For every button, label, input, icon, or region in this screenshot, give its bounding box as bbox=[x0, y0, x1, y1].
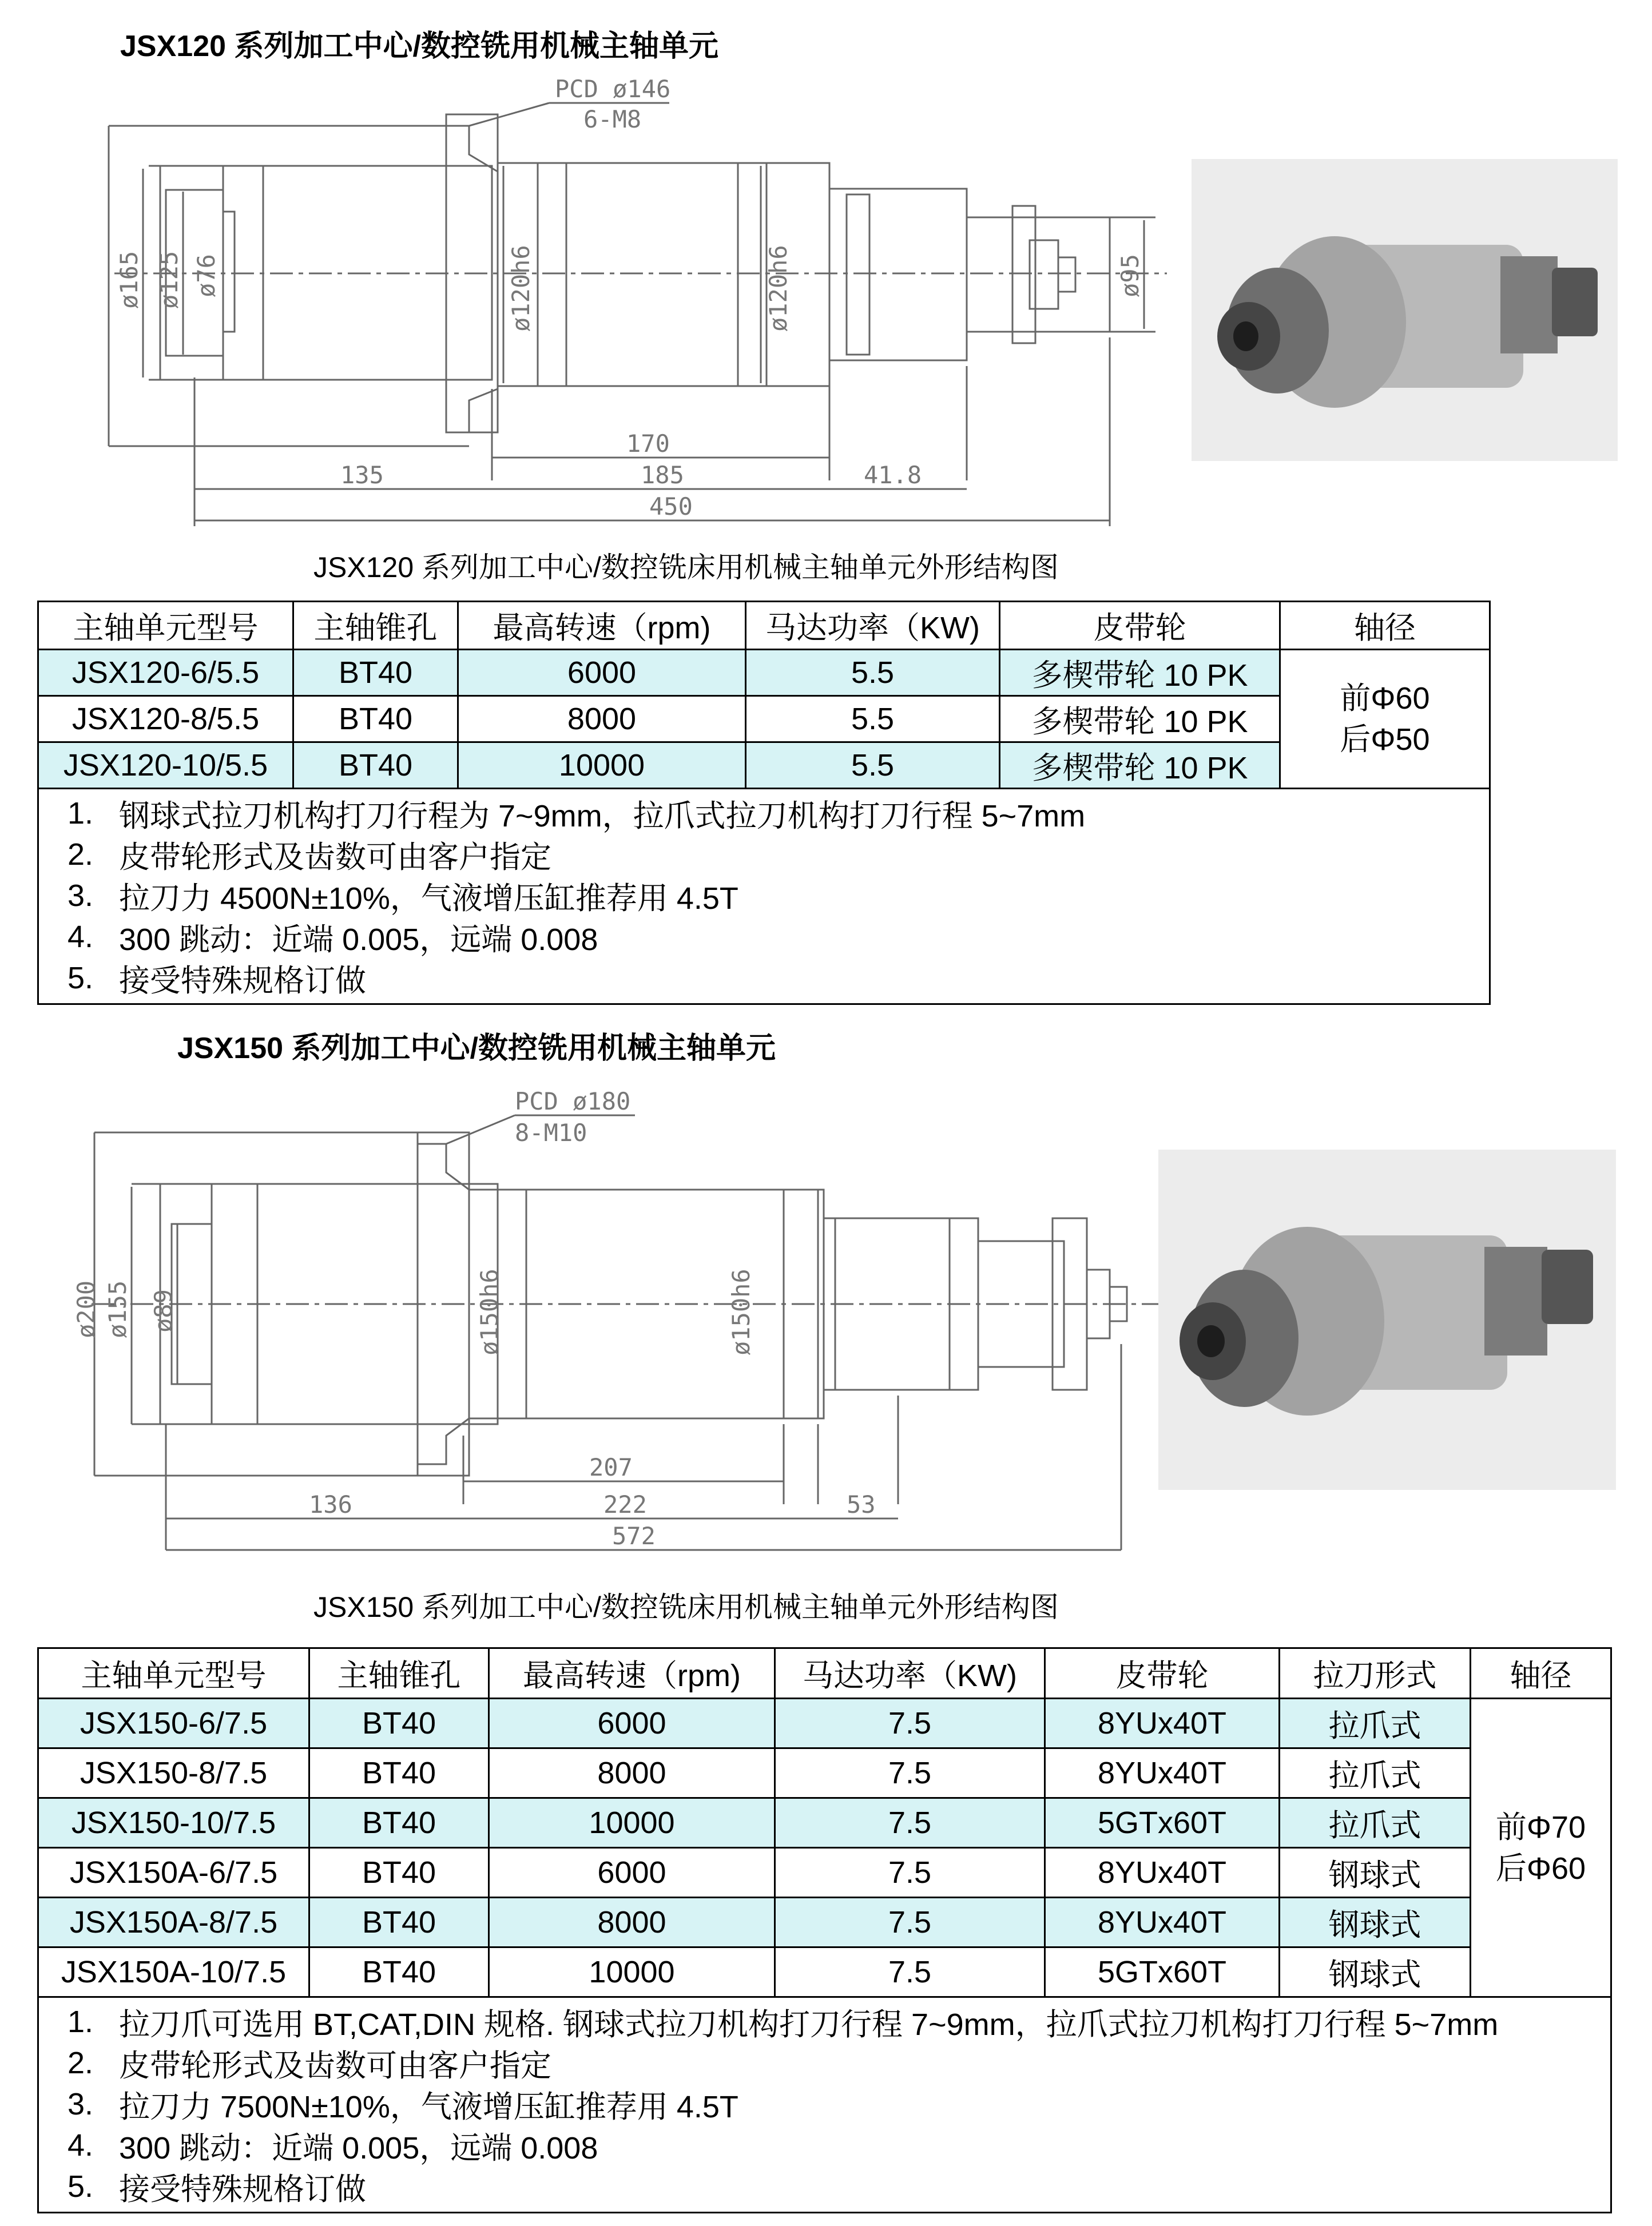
cell-pulley: 8YUx40T bbox=[1045, 1848, 1280, 1898]
cell-taper: BT40 bbox=[309, 1798, 489, 1848]
cell-model: JSX120-10/5.5 bbox=[38, 742, 293, 789]
dim-mid-2: ø155 bbox=[104, 1280, 132, 1338]
cell-draw-type: 钢球式 bbox=[1280, 1848, 1471, 1898]
section2-drawing bbox=[72, 1081, 1178, 1567]
header-taper: 主轴锥孔 bbox=[293, 602, 458, 650]
pcd-label-2: PCD ø180 bbox=[515, 1087, 631, 1115]
note-item: 1. 钢球式拉刀机构打刀行程为 7~9mm，拉爪式拉刀机构打刀行程 5~7mm bbox=[67, 796, 1086, 833]
dim-mid-1: ø125 bbox=[155, 251, 183, 309]
cell-model: JSX150A-6/7.5 bbox=[38, 1848, 309, 1898]
table-row bbox=[38, 1748, 1611, 1798]
dim-41-8: 41.8 bbox=[864, 461, 922, 489]
cell-pulley: 8YUx40T bbox=[1045, 1898, 1280, 1947]
cell-power: 7.5 bbox=[775, 1798, 1045, 1848]
notes-row bbox=[38, 789, 1490, 1004]
header-speed: 最高转速（rpm) bbox=[489, 1648, 775, 1699]
section1-drawing bbox=[103, 69, 1178, 538]
note-item: 5. 接受特殊规格订做 bbox=[67, 961, 366, 998]
cell-draw-type: 拉爪式 bbox=[1280, 1798, 1471, 1848]
note-item: 3. 拉刀力 4500N±10%，气液增压缸推荐用 4.5T bbox=[67, 879, 738, 916]
dim-53: 53 bbox=[847, 1490, 876, 1519]
cell-speed: 6000 bbox=[489, 1699, 775, 1748]
axis-rear: 后Φ60 bbox=[1495, 1851, 1586, 1886]
cell-power: 7.5 bbox=[775, 1898, 1045, 1947]
note-item: 2. 皮带轮形式及齿数可由客户指定 bbox=[67, 837, 551, 874]
header-model: 主轴单元型号 bbox=[38, 602, 293, 650]
table-row bbox=[38, 1898, 1611, 1947]
cell-taper: BT40 bbox=[309, 1947, 489, 1997]
cell-pulley: 多楔带轮 10 PK bbox=[1000, 650, 1280, 696]
dim-450: 450 bbox=[649, 492, 693, 520]
axis-rear: 后Φ50 bbox=[1340, 722, 1430, 757]
dim-body2-2: ø150h6 bbox=[727, 1269, 755, 1356]
cell-speed: 8000 bbox=[489, 1898, 775, 1947]
header-taper: 主轴锥孔 bbox=[309, 1648, 489, 1699]
header-speed: 最高转速（rpm) bbox=[458, 602, 746, 650]
dim-135: 135 bbox=[340, 461, 384, 489]
header-pulley: 皮带轮 bbox=[1000, 602, 1280, 650]
cell-model: JSX150A-8/7.5 bbox=[38, 1898, 309, 1947]
notes-cell bbox=[38, 789, 1490, 1004]
header-power: 马达功率（KW) bbox=[775, 1648, 1045, 1699]
cell-pulley: 8YUx40T bbox=[1045, 1748, 1280, 1798]
section1-caption: JSX120 系列加工中心/数控铣床用机械主轴单元外形结构图 bbox=[313, 551, 1059, 583]
bolts-label-1: 6-M8 bbox=[583, 105, 642, 133]
section2-photo bbox=[1158, 1150, 1616, 1490]
dim-body2-1: ø120h6 bbox=[764, 245, 792, 332]
cell-model: JSX150-10/7.5 bbox=[38, 1798, 309, 1848]
table-row bbox=[38, 1848, 1611, 1898]
table-row bbox=[38, 1947, 1611, 1997]
axis-front: 前Φ70 bbox=[1495, 1810, 1586, 1845]
dim-572: 572 bbox=[612, 1522, 656, 1550]
bolts-label-2: 8-M10 bbox=[515, 1119, 587, 1147]
dim-body1-2: ø150h6 bbox=[475, 1269, 503, 1356]
table-row bbox=[38, 650, 1490, 696]
cell-power: 7.5 bbox=[775, 1748, 1045, 1798]
cell-taper: BT40 bbox=[293, 696, 458, 742]
table-header-row bbox=[38, 602, 1490, 650]
notes-row bbox=[38, 1997, 1611, 2213]
header-draw-type: 拉刀形式 bbox=[1280, 1648, 1471, 1699]
dim-outer-1: ø165 bbox=[115, 251, 143, 309]
table-row bbox=[38, 742, 1490, 789]
header-axis: 轴径 bbox=[1471, 1648, 1611, 1699]
note-item: 3. 拉刀力 7500N±10%，气液增压缸推荐用 4.5T bbox=[67, 2087, 738, 2124]
axis-front: 前Φ60 bbox=[1340, 681, 1430, 716]
note-item: 1. 拉刀爪可选用 BT,CAT,DIN 规格. 钢球式拉刀机构打刀行程 7~9mm，拉爪式拉刀机构打刀行程 5~7mm bbox=[67, 2005, 1499, 2042]
note-item: 4. 300 跳动：近端 0.005，远端 0.008 bbox=[67, 920, 598, 957]
cell-model: JSX120-6/5.5 bbox=[38, 650, 293, 696]
cell-taper: BT40 bbox=[309, 1699, 489, 1748]
cell-draw-type: 钢球式 bbox=[1280, 1947, 1471, 1997]
section1-title: JSX120 系列加工中心/数控铣用机械主轴单元 bbox=[120, 30, 718, 63]
cell-model: JSX150A-10/7.5 bbox=[38, 1947, 309, 1997]
dim-207: 207 bbox=[589, 1453, 633, 1481]
dim-185: 185 bbox=[641, 461, 684, 489]
dim-body1-1: ø120h6 bbox=[507, 245, 535, 332]
cell-power: 7.5 bbox=[775, 1947, 1045, 1997]
note-item: 4. 300 跳动：近端 0.005，远端 0.008 bbox=[67, 2128, 598, 2165]
header-model: 主轴单元型号 bbox=[38, 1648, 309, 1699]
cell-speed: 10000 bbox=[489, 1798, 775, 1848]
section2-caption: JSX150 系列加工中心/数控铣床用机械主轴单元外形结构图 bbox=[313, 1591, 1059, 1623]
cell-taper: BT40 bbox=[293, 742, 458, 789]
cell-model: JSX150-8/7.5 bbox=[38, 1748, 309, 1798]
cell-speed: 6000 bbox=[458, 650, 746, 696]
cell-power: 5.5 bbox=[746, 650, 1000, 696]
cell-power: 5.5 bbox=[746, 696, 1000, 742]
note-item: 2. 皮带轮形式及齿数可由客户指定 bbox=[67, 2046, 551, 2083]
pcd-label-1: PCD ø146 bbox=[555, 75, 671, 103]
dim-222: 222 bbox=[603, 1490, 647, 1519]
cell-power: 7.5 bbox=[775, 1699, 1045, 1748]
cell-pulley: 5GTx60T bbox=[1045, 1798, 1280, 1848]
cell-axis bbox=[1280, 650, 1490, 789]
header-power: 马达功率（KW) bbox=[746, 602, 1000, 650]
section1-spec-table bbox=[37, 601, 1491, 1005]
header-axis: 轴径 bbox=[1280, 602, 1490, 650]
table-row bbox=[38, 696, 1490, 742]
cell-model: JSX150-6/7.5 bbox=[38, 1699, 309, 1748]
cell-taper: BT40 bbox=[309, 1848, 489, 1898]
section1-photo bbox=[1192, 159, 1618, 461]
dim-170: 170 bbox=[626, 430, 670, 458]
cell-axis bbox=[1471, 1699, 1611, 1997]
header-pulley: 皮带轮 bbox=[1045, 1648, 1280, 1699]
table-row bbox=[38, 1699, 1611, 1748]
table-row bbox=[38, 1798, 1611, 1848]
cell-speed: 6000 bbox=[489, 1848, 775, 1898]
cell-power: 5.5 bbox=[746, 742, 1000, 789]
section2-spec-table bbox=[37, 1647, 1612, 2213]
note-item: 5. 接受特殊规格订做 bbox=[67, 2169, 366, 2207]
dim-136: 136 bbox=[309, 1490, 352, 1519]
cell-model: JSX120-8/5.5 bbox=[38, 696, 293, 742]
dim-outer-2: ø200 bbox=[72, 1280, 100, 1338]
section2-title: JSX150 系列加工中心/数控铣用机械主轴单元 bbox=[177, 1032, 776, 1065]
cell-taper: BT40 bbox=[309, 1748, 489, 1798]
cell-speed: 8000 bbox=[458, 696, 746, 742]
table-header-row bbox=[38, 1648, 1611, 1699]
cell-speed: 10000 bbox=[489, 1947, 775, 1997]
dim-shaft-1: ø95 bbox=[1116, 254, 1144, 297]
cell-draw-type: 钢球式 bbox=[1280, 1898, 1471, 1947]
cell-pulley: 多楔带轮 10 PK bbox=[1000, 742, 1280, 789]
cell-draw-type: 拉爪式 bbox=[1280, 1699, 1471, 1748]
dim-inner-1: ø76 bbox=[192, 254, 220, 297]
cell-power: 7.5 bbox=[775, 1848, 1045, 1898]
cell-speed: 10000 bbox=[458, 742, 746, 789]
cell-taper: BT40 bbox=[293, 650, 458, 696]
cell-pulley: 8YUx40T bbox=[1045, 1699, 1280, 1748]
dim-inner-2: ø89 bbox=[149, 1289, 177, 1333]
cell-speed: 8000 bbox=[489, 1748, 775, 1798]
cell-draw-type: 拉爪式 bbox=[1280, 1748, 1471, 1798]
cell-taper: BT40 bbox=[309, 1898, 489, 1947]
cell-pulley: 5GTx60T bbox=[1045, 1947, 1280, 1997]
cell-pulley: 多楔带轮 10 PK bbox=[1000, 696, 1280, 742]
notes-cell bbox=[38, 1997, 1611, 2213]
